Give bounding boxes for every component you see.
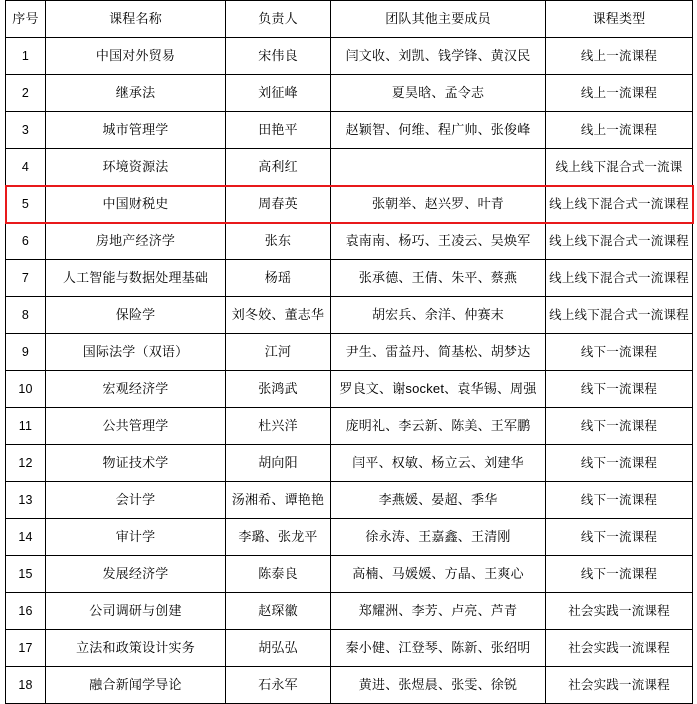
cell-course-type: 线上线下混合式一流课程 — [546, 297, 693, 334]
cell-course-name: 房地产经济学 — [46, 223, 226, 260]
cell-leader: 石永军 — [226, 667, 331, 704]
cell-course-name: 物证技术学 — [46, 445, 226, 482]
table-row — [6, 75, 693, 112]
cell-course-name: 公司调研与创建 — [46, 593, 226, 630]
cell-leader: 刘征峰 — [226, 75, 331, 112]
cell-index: 11 — [6, 408, 46, 445]
cell-members: 李燕媛、晏超、季华 — [331, 482, 546, 519]
cell-members: 赵颖智、何维、程广帅、张俊峰 — [331, 112, 546, 149]
column-header-leader: 负责人 — [226, 1, 331, 38]
cell-index: 10 — [6, 371, 46, 408]
cell-course-type: 线上一流课程 — [546, 112, 693, 149]
cell-course-name: 继承法 — [46, 75, 226, 112]
table-row — [6, 112, 693, 149]
cell-course-name: 中国对外贸易 — [46, 38, 226, 75]
table-body — [6, 38, 693, 704]
cell-course-type: 线下一流课程 — [546, 371, 693, 408]
cell-index: 2 — [6, 75, 46, 112]
cell-course-name: 城市管理学 — [46, 112, 226, 149]
cell-leader: 江河 — [226, 334, 331, 371]
cell-index: 14 — [6, 519, 46, 556]
table-row — [6, 445, 693, 482]
cell-course-name: 人工智能与数据处理基础 — [46, 260, 226, 297]
cell-leader: 田艳平 — [226, 112, 331, 149]
cell-course-type: 线下一流课程 — [546, 334, 693, 371]
cell-leader: 胡向阳 — [226, 445, 331, 482]
cell-course-type: 社会实践一流课程 — [546, 667, 693, 704]
cell-leader: 张东 — [226, 223, 331, 260]
course-table — [5, 0, 693, 704]
cell-course-name: 中国财税史 — [46, 186, 226, 223]
cell-course-type: 线上线下混合式一流课程 — [546, 186, 693, 223]
table-header-row — [6, 1, 693, 38]
column-header-members: 团队其他主要成员 — [331, 1, 546, 38]
cell-members: 闫平、权敏、杨立云、刘建华 — [331, 445, 546, 482]
table-row — [6, 556, 693, 593]
cell-members: 徐永涛、王嘉鑫、王清刚 — [331, 519, 546, 556]
cell-leader: 宋伟良 — [226, 38, 331, 75]
cell-course-type: 线上线下混合式一流课程 — [546, 223, 693, 260]
table-row — [6, 149, 693, 186]
cell-members: 罗良文、谢socket、袁华锡、周强 — [331, 371, 546, 408]
table-row — [6, 667, 693, 704]
cell-course-type: 线上一流课程 — [546, 38, 693, 75]
cell-members: 郑耀洲、李芳、卢亮、芦青 — [331, 593, 546, 630]
table-row — [6, 38, 693, 75]
cell-course-type: 线上一流课程 — [546, 75, 693, 112]
cell-index: 12 — [6, 445, 46, 482]
table-row — [6, 482, 693, 519]
cell-index: 13 — [6, 482, 46, 519]
cell-leader: 高利红 — [226, 149, 331, 186]
table-row — [6, 371, 693, 408]
cell-leader: 杨瑶 — [226, 260, 331, 297]
cell-course-name: 会计学 — [46, 482, 226, 519]
cell-leader: 汤湘希、谭艳艳 — [226, 482, 331, 519]
table-row — [6, 223, 693, 260]
cell-course-type: 社会实践一流课程 — [546, 630, 693, 667]
cell-index: 9 — [6, 334, 46, 371]
column-header-course-name: 课程名称 — [46, 1, 226, 38]
cell-course-type: 线下一流课程 — [546, 408, 693, 445]
cell-members: 胡宏兵、余洋、仲赛末 — [331, 297, 546, 334]
cell-members: 秦小健、江登琴、陈新、张绍明 — [331, 630, 546, 667]
cell-index: 1 — [6, 38, 46, 75]
cell-index: 3 — [6, 112, 46, 149]
cell-course-type: 线下一流课程 — [546, 482, 693, 519]
cell-index: 6 — [6, 223, 46, 260]
cell-members: 黄进、张煜晨、张雯、徐锐 — [331, 667, 546, 704]
cell-members: 夏昊晗、孟令志 — [331, 75, 546, 112]
table-header — [6, 1, 693, 38]
cell-members: 尹生、雷益丹、简基松、胡梦达 — [331, 334, 546, 371]
cell-course-type: 线下一流课程 — [546, 445, 693, 482]
cell-members — [331, 149, 546, 186]
cell-index: 5 — [6, 186, 46, 223]
cell-course-name: 发展经济学 — [46, 556, 226, 593]
cell-course-name: 立法和政策设计实务 — [46, 630, 226, 667]
cell-leader: 赵琛徽 — [226, 593, 331, 630]
column-header-course-type: 课程类型 — [546, 1, 693, 38]
cell-index: 4 — [6, 149, 46, 186]
cell-course-type: 线下一流课程 — [546, 519, 693, 556]
cell-index: 16 — [6, 593, 46, 630]
cell-leader: 胡弘弘 — [226, 630, 331, 667]
cell-members: 高楠、马媛媛、方晶、王爽心 — [331, 556, 546, 593]
cell-course-type: 线上线下混合式一流课程 — [546, 260, 693, 297]
cell-leader: 杜兴洋 — [226, 408, 331, 445]
cell-members: 闫文收、刘凯、钱学锋、黄汉民 — [331, 38, 546, 75]
cell-leader: 李璐、张龙平 — [226, 519, 331, 556]
cell-course-name: 国际法学（双语） — [46, 334, 226, 371]
cell-members: 张朝举、赵兴罗、叶青 — [331, 186, 546, 223]
cell-course-name: 环境资源法 — [46, 149, 226, 186]
cell-index: 7 — [6, 260, 46, 297]
column-header-index: 序号 — [6, 1, 46, 38]
table-row — [6, 408, 693, 445]
table-row — [6, 630, 693, 667]
table-row — [6, 519, 693, 556]
cell-course-name: 宏观经济学 — [46, 371, 226, 408]
cell-leader: 刘冬姣、董志华 — [226, 297, 331, 334]
cell-index: 15 — [6, 556, 46, 593]
cell-course-type: 线下一流课程 — [546, 556, 693, 593]
cell-leader: 周春英 — [226, 186, 331, 223]
cell-course-name: 公共管理学 — [46, 408, 226, 445]
cell-index: 18 — [6, 667, 46, 704]
table-row-highlighted — [6, 186, 693, 223]
cell-members: 张承德、王倩、朱平、蔡燕 — [331, 260, 546, 297]
table-row — [6, 260, 693, 297]
cell-course-type: 线上线下混合式一流课 — [546, 149, 693, 186]
table-row — [6, 593, 693, 630]
cell-course-name: 审计学 — [46, 519, 226, 556]
cell-course-name: 保险学 — [46, 297, 226, 334]
table-row — [6, 334, 693, 371]
cell-course-name: 融合新闻学导论 — [46, 667, 226, 704]
cell-index: 8 — [6, 297, 46, 334]
cell-course-type: 社会实践一流课程 — [546, 593, 693, 630]
cell-leader: 张鸿武 — [226, 371, 331, 408]
cell-leader: 陈泰良 — [226, 556, 331, 593]
cell-index: 17 — [6, 630, 46, 667]
cell-members: 庞明礼、李云新、陈美、王军鹏 — [331, 408, 546, 445]
cell-members: 袁南南、杨巧、王凌云、吴焕军 — [331, 223, 546, 260]
table-row — [6, 297, 693, 334]
